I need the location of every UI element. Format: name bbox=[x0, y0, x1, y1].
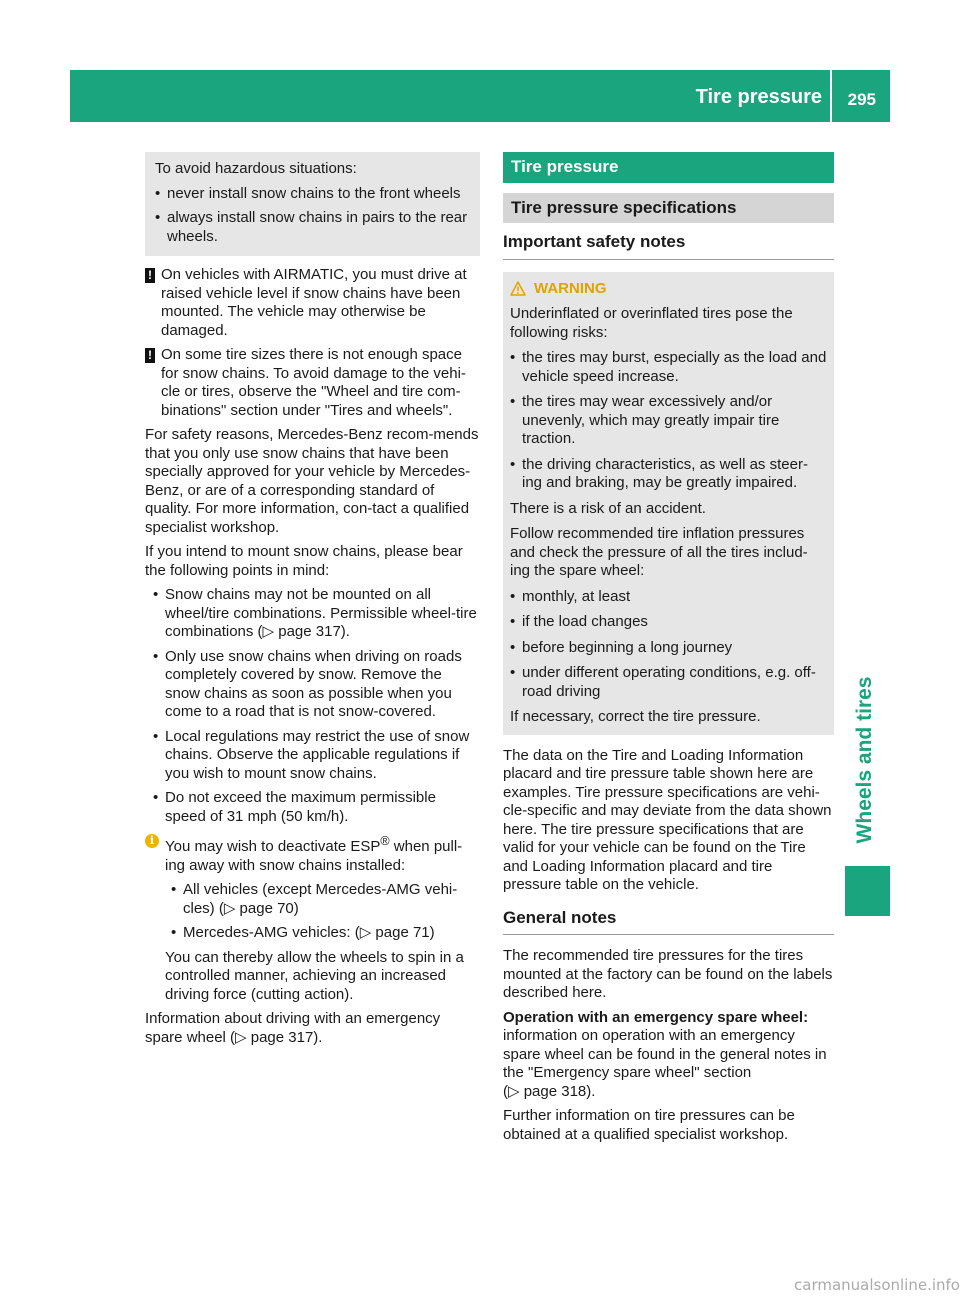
hazard-item: • never install snow chains to the front wheels bbox=[155, 185, 470, 204]
hazard-item: • always install snow chains in pairs to the rear wheels. bbox=[155, 209, 470, 246]
warning-intro: Underinflated or overinflated tires pose the following risks: bbox=[510, 305, 793, 341]
subsection-title: Tire pressure specifications bbox=[503, 193, 834, 224]
list-item: • if the load changes bbox=[510, 613, 827, 632]
warning-label: WARNING bbox=[534, 279, 607, 297]
paragraph bbox=[503, 1009, 834, 1102]
warning-risk: There is a risk of an accident. bbox=[510, 499, 706, 517]
registered-mark: ® bbox=[380, 834, 390, 848]
caution-text: On some tire sizes there is not enough space for snow chains. To avoid damage to the vehi-cle or tires, observe the "Wheel and tire com-binations" section under "Tires and wheels". bbox=[161, 346, 466, 419]
page-number: 295 bbox=[847, 90, 876, 109]
page-reference: (▷ page 318). bbox=[503, 1082, 596, 1100]
info-note bbox=[145, 832, 480, 875]
hazard-intro: To avoid hazardous situations: bbox=[155, 160, 357, 177]
paragraph: The data on the Tire and Loading Information placard and tire pressure table shown here are examples. Tire pressure specifications are vehi-cle-specific and may deviate from the data shown here. The tire pressure specifications that are valid for your vehicle can be found on the Tire and Loading Information placard and tire pressure table on the vehicle. bbox=[503, 746, 832, 893]
info-text-b: when pull-ing away with snow chains installed: bbox=[165, 838, 463, 874]
watermark: carmanualsonline.info bbox=[794, 1275, 960, 1294]
side-tab-text: Wheels and tires bbox=[852, 676, 876, 844]
section-title: Tire pressure bbox=[503, 152, 834, 183]
list-item: • All vehicles (except Mercedes-AMG vehi-cles) (▷ page 70) bbox=[171, 881, 480, 918]
list-item: • monthly, at least bbox=[510, 588, 827, 607]
warning-box bbox=[503, 272, 834, 735]
paragraph: Information about driving with an emergency spare wheel (▷ page 317). bbox=[145, 1010, 441, 1046]
list-item: • Snow chains may not be mounted on all wheel/tire combinations. Permissible wheel-tire combinations (▷ page 317). bbox=[153, 586, 480, 642]
paragraph: For safety reasons, Mercedes-Benz recom-mends that you only use snow chains that have been specially approved for your vehicle by Mercedes-Benz, or are of a corresponding standard of quality. For more information, con-tact a qualified specialist workshop. bbox=[145, 426, 479, 536]
exclamation-icon: ! bbox=[145, 348, 155, 363]
list-item: • Do not exceed the maximum permissible speed of 31 mph (50 km/h). bbox=[153, 789, 480, 826]
list-item: • the driving characteristics, as well as steer-ing and braking, may be greatly impaired. bbox=[510, 456, 827, 493]
heading-safety-notes: Important safety notes bbox=[503, 233, 834, 260]
side-tab-label bbox=[845, 660, 885, 860]
list-item: • the tires may burst, especially as the load and vehicle speed increase. bbox=[510, 349, 827, 386]
header-title: Tire pressure bbox=[695, 86, 822, 108]
list-item: • Local regulations may restrict the use of snow chains. Observe the applicable regulations if you wish to mount snow chains. bbox=[153, 728, 480, 784]
caution-note bbox=[145, 266, 480, 340]
points-list bbox=[153, 586, 480, 826]
side-tab-block bbox=[845, 866, 890, 916]
info-icon: i bbox=[145, 834, 159, 848]
warning-triangle-icon bbox=[510, 281, 526, 296]
list-item: • under different operating conditions, e.g. off-road driving bbox=[510, 664, 827, 701]
exclamation-icon: ! bbox=[145, 268, 155, 283]
caution-text: On vehicles with AIRMATIC, you must drive at raised vehicle level if snow chains have been mounted. The vehicle may otherwise be damaged. bbox=[161, 266, 467, 339]
warning-title bbox=[510, 280, 827, 299]
page-header bbox=[70, 70, 890, 122]
warning-follow: Follow recommended tire inflation pressures and check the pressure of all the tires includ-ing the spare wheel: bbox=[510, 525, 808, 579]
header-separator bbox=[830, 70, 832, 122]
info-paragraph: You can thereby allow the wheels to spin in a controlled manner, achieving an increased driving force (cutting action). bbox=[165, 948, 464, 1003]
right-column bbox=[503, 152, 834, 1150]
caution-note bbox=[145, 346, 480, 420]
info-text-a: You may wish to deactivate ESP bbox=[165, 838, 381, 855]
list-item: • before beginning a long journey bbox=[510, 639, 827, 658]
list-item: • Mercedes-AMG vehicles: (▷ page 71) bbox=[171, 924, 480, 943]
heading-general-notes: General notes bbox=[503, 909, 834, 936]
list-item: • the tires may wear excessively and/or unevenly, which may greatly impair tire traction. bbox=[510, 393, 827, 449]
paragraph: Further information on tire pressures can be obtained at a qualified specialist workshop. bbox=[503, 1107, 795, 1143]
emergency-spare-text: information on operation with an emergency spare wheel can be found in the general notes in the "Emergency spare wheel" section bbox=[503, 1027, 827, 1081]
left-column bbox=[145, 152, 480, 1053]
list-item: • Only use snow chains when driving on roads completely covered by snow. Remove the snow chains as soon as possible when you come to a road that is not snow-covered. bbox=[153, 648, 480, 722]
bold-label: Operation with an emergency spare wheel: bbox=[503, 1008, 809, 1026]
info-list bbox=[165, 881, 480, 1004]
paragraph: If you intend to mount snow chains, please bear the following points in mind: bbox=[145, 543, 463, 579]
hazard-box bbox=[145, 152, 480, 256]
warning-end: If necessary, correct the tire pressure. bbox=[510, 708, 761, 725]
paragraph: The recommended tire pressures for the tires mounted at the factory can be found on the labels described here. bbox=[503, 947, 833, 1001]
